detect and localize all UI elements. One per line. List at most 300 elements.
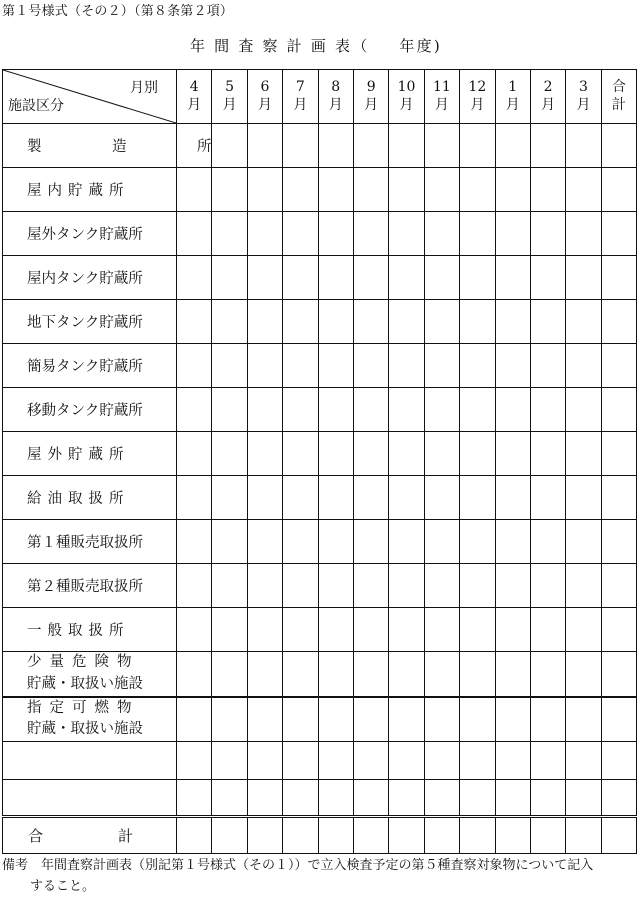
entry-cell[interactable] bbox=[212, 780, 247, 817]
entry-cell[interactable] bbox=[566, 608, 601, 652]
entry-cell[interactable] bbox=[460, 564, 495, 608]
entry-cell[interactable] bbox=[212, 432, 247, 476]
entry-cell[interactable] bbox=[283, 168, 318, 212]
entry-cell[interactable] bbox=[353, 608, 388, 652]
entry-cell[interactable] bbox=[601, 432, 636, 476]
entry-cell[interactable] bbox=[530, 817, 565, 854]
entry-cell[interactable] bbox=[353, 168, 388, 212]
entry-cell[interactable] bbox=[177, 432, 212, 476]
entry-cell[interactable] bbox=[177, 780, 212, 817]
entry-cell[interactable] bbox=[247, 564, 282, 608]
entry-cell[interactable] bbox=[389, 697, 424, 742]
entry-cell[interactable] bbox=[460, 300, 495, 344]
entry-cell[interactable] bbox=[424, 300, 459, 344]
month-header-cell bbox=[283, 70, 318, 124]
entry-cell[interactable] bbox=[424, 520, 459, 564]
entry-cell[interactable] bbox=[318, 300, 353, 344]
entry-cell[interactable] bbox=[177, 564, 212, 608]
entry-cell[interactable] bbox=[177, 652, 212, 697]
entry-cell[interactable] bbox=[353, 817, 388, 854]
entry-cell[interactable] bbox=[460, 520, 495, 564]
table-row bbox=[3, 300, 637, 344]
entry-cell[interactable] bbox=[247, 388, 282, 432]
entry-cell[interactable] bbox=[601, 652, 636, 697]
entry-cell[interactable] bbox=[212, 212, 247, 256]
entry-cell[interactable] bbox=[177, 212, 212, 256]
entry-cell[interactable] bbox=[283, 520, 318, 564]
entry-cell[interactable] bbox=[353, 212, 388, 256]
entry-cell[interactable] bbox=[601, 780, 636, 817]
entry-cell[interactable] bbox=[353, 124, 388, 168]
entry-cell[interactable] bbox=[566, 168, 601, 212]
remarks-line-1: 備考 年間査察計画表（別記第１号様式（その１））で立入検査予定の第５種査察対象物について記入 bbox=[2, 858, 594, 873]
month-header-unit: 計 bbox=[611, 96, 626, 113]
entry-cell[interactable] bbox=[566, 817, 601, 854]
entry-cell[interactable] bbox=[460, 432, 495, 476]
entry-cell[interactable] bbox=[530, 300, 565, 344]
entry-cell[interactable] bbox=[601, 564, 636, 608]
entry-cell[interactable] bbox=[247, 697, 282, 742]
entry-cell[interactable] bbox=[530, 697, 565, 742]
month-header-cell bbox=[460, 70, 495, 124]
entry-cell[interactable] bbox=[460, 608, 495, 652]
entry-cell[interactable] bbox=[212, 697, 247, 742]
table-row bbox=[3, 124, 637, 168]
month-header-unit: 月 bbox=[399, 96, 414, 113]
entry-cell[interactable] bbox=[247, 168, 282, 212]
entry-cell[interactable] bbox=[212, 344, 247, 388]
entry-cell[interactable] bbox=[601, 168, 636, 212]
table-row bbox=[3, 344, 637, 388]
entry-cell[interactable] bbox=[424, 344, 459, 388]
table-row bbox=[3, 652, 637, 697]
entry-cell[interactable] bbox=[353, 432, 388, 476]
entry-cell[interactable] bbox=[530, 520, 565, 564]
entry-cell[interactable] bbox=[495, 697, 530, 742]
entry-cell[interactable] bbox=[212, 652, 247, 697]
entry-cell[interactable] bbox=[460, 388, 495, 432]
entry-cell[interactable] bbox=[212, 476, 247, 520]
entry-cell[interactable] bbox=[177, 697, 212, 742]
entry-cell[interactable] bbox=[495, 344, 530, 388]
entry-cell[interactable] bbox=[530, 388, 565, 432]
entry-cell[interactable] bbox=[601, 520, 636, 564]
facility-category-cell: 屋内貯蔵所 bbox=[3, 168, 177, 212]
title-main: 年 間 査 察 計 画 表（ bbox=[190, 37, 370, 55]
entry-cell[interactable] bbox=[283, 124, 318, 168]
entry-cell[interactable] bbox=[424, 212, 459, 256]
entry-cell[interactable] bbox=[566, 344, 601, 388]
entry-cell[interactable] bbox=[177, 256, 212, 300]
facility-category-cell: 第１種販売取扱所 bbox=[3, 520, 177, 564]
month-header-cell bbox=[353, 70, 388, 124]
entry-cell[interactable] bbox=[283, 817, 318, 854]
entry-cell[interactable] bbox=[389, 564, 424, 608]
entry-cell[interactable] bbox=[177, 476, 212, 520]
entry-cell[interactable] bbox=[460, 168, 495, 212]
entry-cell[interactable] bbox=[353, 256, 388, 300]
entry-cell[interactable] bbox=[601, 608, 636, 652]
entry-cell[interactable] bbox=[353, 652, 388, 697]
entry-cell[interactable] bbox=[212, 300, 247, 344]
entry-cell[interactable] bbox=[353, 780, 388, 817]
entry-cell[interactable] bbox=[530, 344, 565, 388]
entry-cell[interactable] bbox=[283, 212, 318, 256]
facility-category-line-1: 少量危険物 bbox=[27, 654, 140, 670]
entry-cell[interactable] bbox=[601, 212, 636, 256]
entry-cell[interactable] bbox=[566, 780, 601, 817]
entry-cell[interactable] bbox=[601, 344, 636, 388]
facility-category-cell: 簡易タンク貯蔵所 bbox=[3, 344, 177, 388]
entry-cell[interactable] bbox=[353, 344, 388, 388]
entry-cell[interactable] bbox=[566, 212, 601, 256]
entry-cell[interactable] bbox=[283, 652, 318, 697]
entry-cell[interactable] bbox=[495, 124, 530, 168]
month-header-unit: 月 bbox=[576, 96, 591, 113]
entry-cell[interactable] bbox=[601, 388, 636, 432]
entry-cell[interactable] bbox=[495, 168, 530, 212]
entry-cell[interactable] bbox=[177, 520, 212, 564]
entry-cell[interactable] bbox=[318, 432, 353, 476]
entry-cell[interactable] bbox=[460, 817, 495, 854]
entry-cell[interactable] bbox=[460, 212, 495, 256]
facility-category-line-2: 貯蔵・取扱い施設 bbox=[27, 721, 143, 738]
entry-cell[interactable] bbox=[283, 564, 318, 608]
facility-category-line-2: 貯蔵・取扱い施設 bbox=[27, 675, 143, 692]
month-header-unit: 月 bbox=[434, 96, 449, 113]
entry-cell[interactable] bbox=[566, 742, 601, 780]
entry-cell[interactable] bbox=[177, 388, 212, 432]
entry-cell[interactable] bbox=[530, 780, 565, 817]
month-header-unit: 月 bbox=[541, 96, 556, 113]
entry-cell[interactable] bbox=[247, 212, 282, 256]
entry-cell[interactable] bbox=[389, 780, 424, 817]
entry-cell[interactable] bbox=[353, 476, 388, 520]
entry-cell[interactable] bbox=[566, 300, 601, 344]
entry-cell[interactable] bbox=[212, 564, 247, 608]
remarks-note bbox=[2, 855, 636, 898]
entry-cell[interactable] bbox=[495, 256, 530, 300]
entry-cell[interactable] bbox=[566, 388, 601, 432]
month-header-number: 11 bbox=[433, 79, 451, 95]
month-header-number: 9 bbox=[366, 79, 376, 95]
facility-category-cell bbox=[3, 697, 177, 742]
entry-cell[interactable] bbox=[424, 780, 459, 817]
entry-cell[interactable] bbox=[247, 432, 282, 476]
entry-cell[interactable] bbox=[353, 520, 388, 564]
entry-cell[interactable] bbox=[318, 742, 353, 780]
entry-cell[interactable] bbox=[283, 697, 318, 742]
entry-cell[interactable] bbox=[530, 256, 565, 300]
facility-category-cell: 屋外タンク貯蔵所 bbox=[3, 212, 177, 256]
facility-category-cell: 給油取扱所 bbox=[3, 476, 177, 520]
entry-cell[interactable] bbox=[495, 564, 530, 608]
month-header-number: 3 bbox=[579, 79, 588, 95]
entry-cell[interactable] bbox=[212, 168, 247, 212]
entry-cell[interactable] bbox=[460, 780, 495, 817]
entry-cell[interactable] bbox=[389, 652, 424, 697]
entry-cell[interactable] bbox=[601, 697, 636, 742]
entry-cell[interactable] bbox=[247, 780, 282, 817]
entry-cell[interactable] bbox=[283, 608, 318, 652]
entry-cell[interactable] bbox=[247, 300, 282, 344]
entry-cell[interactable] bbox=[247, 652, 282, 697]
form-number-label: 第１号様式（その２）（第８条第２項） bbox=[2, 4, 234, 19]
entry-cell[interactable] bbox=[530, 212, 565, 256]
entry-cell[interactable] bbox=[495, 608, 530, 652]
entry-cell[interactable] bbox=[424, 608, 459, 652]
entry-cell[interactable] bbox=[424, 817, 459, 854]
month-header-number: 10 bbox=[397, 79, 416, 95]
entry-cell[interactable] bbox=[177, 344, 212, 388]
entry-cell[interactable] bbox=[318, 697, 353, 742]
entry-cell[interactable] bbox=[389, 344, 424, 388]
month-header-number: 4 bbox=[189, 79, 199, 95]
entry-cell[interactable] bbox=[495, 652, 530, 697]
entry-cell[interactable] bbox=[460, 652, 495, 697]
entry-cell[interactable] bbox=[283, 742, 318, 780]
month-header-unit: 月 bbox=[187, 96, 202, 113]
month-header-number: 6 bbox=[260, 79, 270, 95]
month-header-number: 7 bbox=[295, 79, 305, 95]
month-header-cell bbox=[530, 70, 565, 124]
entry-cell[interactable] bbox=[424, 476, 459, 520]
entry-cell[interactable] bbox=[318, 388, 353, 432]
entry-cell[interactable] bbox=[389, 168, 424, 212]
entry-cell[interactable] bbox=[389, 432, 424, 476]
entry-cell[interactable] bbox=[353, 697, 388, 742]
entry-cell[interactable] bbox=[283, 476, 318, 520]
entry-cell[interactable] bbox=[283, 256, 318, 300]
entry-cell[interactable] bbox=[318, 256, 353, 300]
entry-cell[interactable] bbox=[389, 476, 424, 520]
entry-cell[interactable] bbox=[212, 742, 247, 780]
entry-cell[interactable] bbox=[283, 300, 318, 344]
table-row bbox=[3, 608, 637, 652]
month-header-cell bbox=[495, 70, 530, 124]
entry-cell[interactable] bbox=[247, 742, 282, 780]
table-row bbox=[3, 520, 637, 564]
table-row bbox=[3, 697, 637, 742]
table-row bbox=[3, 742, 637, 780]
entry-cell[interactable] bbox=[212, 256, 247, 300]
month-header-unit: 月 bbox=[222, 96, 237, 113]
entry-cell[interactable] bbox=[530, 476, 565, 520]
entry-cell[interactable] bbox=[495, 432, 530, 476]
entry-cell[interactable] bbox=[247, 608, 282, 652]
table-row bbox=[3, 476, 637, 520]
entry-cell[interactable] bbox=[495, 742, 530, 780]
entry-cell[interactable] bbox=[389, 817, 424, 854]
entry-cell[interactable] bbox=[283, 388, 318, 432]
entry-cell[interactable] bbox=[530, 168, 565, 212]
entry-cell[interactable] bbox=[318, 168, 353, 212]
entry-cell[interactable] bbox=[247, 344, 282, 388]
entry-cell[interactable] bbox=[247, 817, 282, 854]
table-row bbox=[3, 388, 637, 432]
facility-category-cell bbox=[3, 742, 177, 780]
entry-cell[interactable] bbox=[318, 344, 353, 388]
month-header-unit: 月 bbox=[257, 96, 272, 113]
month-header-number: 5 bbox=[225, 79, 235, 95]
entry-cell[interactable] bbox=[318, 652, 353, 697]
entry-cell[interactable] bbox=[495, 300, 530, 344]
entry-cell[interactable] bbox=[601, 742, 636, 780]
entry-cell[interactable] bbox=[460, 256, 495, 300]
entry-cell[interactable] bbox=[353, 388, 388, 432]
month-header-number: 12 bbox=[468, 79, 487, 95]
month-header-number: 1 bbox=[508, 79, 518, 95]
entry-cell[interactable] bbox=[601, 256, 636, 300]
month-header-unit: 月 bbox=[293, 96, 308, 113]
month-header-number: 合 bbox=[611, 79, 626, 95]
entry-cell[interactable] bbox=[424, 432, 459, 476]
entry-cell[interactable] bbox=[318, 124, 353, 168]
entry-cell[interactable] bbox=[177, 817, 212, 854]
entry-cell[interactable] bbox=[318, 608, 353, 652]
entry-cell[interactable] bbox=[460, 124, 495, 168]
entry-cell[interactable] bbox=[389, 212, 424, 256]
entry-cell[interactable] bbox=[566, 564, 601, 608]
month-header-unit: 月 bbox=[470, 96, 485, 113]
entry-cell[interactable] bbox=[424, 124, 459, 168]
entry-cell[interactable] bbox=[389, 520, 424, 564]
facility-category-cell bbox=[3, 652, 177, 697]
entry-cell[interactable] bbox=[566, 697, 601, 742]
table-row bbox=[3, 168, 637, 212]
entry-cell[interactable] bbox=[212, 388, 247, 432]
month-header-cell bbox=[318, 70, 353, 124]
entry-cell[interactable] bbox=[353, 564, 388, 608]
facility-category-cell: 屋外貯蔵所 bbox=[3, 432, 177, 476]
entry-cell[interactable] bbox=[495, 388, 530, 432]
entry-cell[interactable] bbox=[601, 300, 636, 344]
entry-cell[interactable] bbox=[389, 608, 424, 652]
entry-cell[interactable] bbox=[389, 300, 424, 344]
entry-cell[interactable] bbox=[460, 742, 495, 780]
entry-cell[interactable] bbox=[495, 476, 530, 520]
facility-category-cell: 第２種販売取扱所 bbox=[3, 564, 177, 608]
month-header-cell bbox=[212, 70, 247, 124]
entry-cell[interactable] bbox=[353, 742, 388, 780]
month-header-cell bbox=[177, 70, 212, 124]
entry-cell[interactable] bbox=[283, 432, 318, 476]
entry-cell[interactable] bbox=[177, 742, 212, 780]
entry-cell[interactable] bbox=[460, 697, 495, 742]
month-header-number: 2 bbox=[543, 79, 553, 95]
facility-category-cell bbox=[3, 780, 177, 817]
entry-cell[interactable] bbox=[460, 476, 495, 520]
entry-cell[interactable] bbox=[495, 817, 530, 854]
entry-cell[interactable] bbox=[424, 256, 459, 300]
entry-cell[interactable] bbox=[247, 520, 282, 564]
table-row bbox=[3, 564, 637, 608]
entry-cell[interactable] bbox=[424, 742, 459, 780]
page-title bbox=[190, 35, 442, 56]
entry-cell[interactable] bbox=[177, 300, 212, 344]
month-header-unit: 月 bbox=[328, 96, 343, 113]
month-header-unit: 月 bbox=[505, 96, 520, 113]
entry-cell[interactable] bbox=[389, 742, 424, 780]
entry-cell[interactable] bbox=[353, 300, 388, 344]
table-row bbox=[3, 212, 637, 256]
entry-cell[interactable] bbox=[318, 817, 353, 854]
table-row bbox=[3, 780, 637, 817]
entry-cell[interactable] bbox=[566, 652, 601, 697]
entry-cell[interactable] bbox=[424, 652, 459, 697]
entry-cell[interactable] bbox=[601, 476, 636, 520]
entry-cell[interactable] bbox=[177, 168, 212, 212]
entry-cell[interactable] bbox=[424, 564, 459, 608]
entry-cell[interactable] bbox=[566, 432, 601, 476]
entry-cell[interactable] bbox=[283, 780, 318, 817]
entry-cell[interactable] bbox=[318, 780, 353, 817]
entry-cell[interactable] bbox=[389, 124, 424, 168]
month-header-cell bbox=[566, 70, 601, 124]
month-header-cell bbox=[424, 70, 459, 124]
entry-cell[interactable] bbox=[530, 124, 565, 168]
entry-cell[interactable] bbox=[566, 124, 601, 168]
facility-category-cell: 地下タンク貯蔵所 bbox=[3, 300, 177, 344]
entry-cell[interactable] bbox=[495, 212, 530, 256]
entry-cell[interactable] bbox=[318, 476, 353, 520]
facility-category-cell: 製 造 所 bbox=[3, 124, 177, 168]
entry-cell[interactable] bbox=[212, 608, 247, 652]
month-header-number: 8 bbox=[331, 79, 341, 95]
facility-category-cell: 屋内タンク貯蔵所 bbox=[3, 256, 177, 300]
entry-cell[interactable] bbox=[177, 608, 212, 652]
entry-cell[interactable] bbox=[389, 256, 424, 300]
entry-cell[interactable] bbox=[424, 168, 459, 212]
entry-cell[interactable] bbox=[424, 697, 459, 742]
entry-cell[interactable] bbox=[495, 780, 530, 817]
facility-category-cell: 一般取扱所 bbox=[3, 608, 177, 652]
entry-cell[interactable] bbox=[318, 212, 353, 256]
entry-cell[interactable] bbox=[566, 476, 601, 520]
entry-cell[interactable] bbox=[566, 256, 601, 300]
entry-cell[interactable] bbox=[530, 564, 565, 608]
category-header-label: 施設区分 bbox=[8, 98, 64, 114]
entry-cell[interactable] bbox=[283, 344, 318, 388]
entry-cell[interactable] bbox=[460, 344, 495, 388]
entry-cell[interactable] bbox=[247, 124, 282, 168]
entry-cell[interactable] bbox=[530, 608, 565, 652]
entry-cell[interactable] bbox=[601, 817, 636, 854]
entry-cell[interactable] bbox=[530, 432, 565, 476]
entry-cell[interactable] bbox=[247, 476, 282, 520]
table-row bbox=[3, 256, 637, 300]
month-header-cell bbox=[389, 70, 424, 124]
corner-header-cell bbox=[3, 70, 177, 124]
entry-cell[interactable] bbox=[601, 124, 636, 168]
entry-cell[interactable] bbox=[495, 520, 530, 564]
entry-cell[interactable] bbox=[247, 256, 282, 300]
entry-cell[interactable] bbox=[566, 520, 601, 564]
header-row bbox=[3, 70, 637, 124]
entry-cell[interactable] bbox=[389, 388, 424, 432]
entry-cell[interactable] bbox=[530, 652, 565, 697]
entry-cell[interactable] bbox=[212, 817, 247, 854]
month-header-cell bbox=[601, 70, 636, 124]
entry-cell[interactable] bbox=[318, 520, 353, 564]
entry-cell[interactable] bbox=[424, 388, 459, 432]
entry-cell[interactable] bbox=[530, 742, 565, 780]
inspection-plan-table bbox=[2, 69, 637, 854]
entry-cell[interactable] bbox=[318, 564, 353, 608]
table-row bbox=[3, 432, 637, 476]
total-label: 合 計 bbox=[3, 817, 177, 854]
entry-cell[interactable] bbox=[212, 520, 247, 564]
